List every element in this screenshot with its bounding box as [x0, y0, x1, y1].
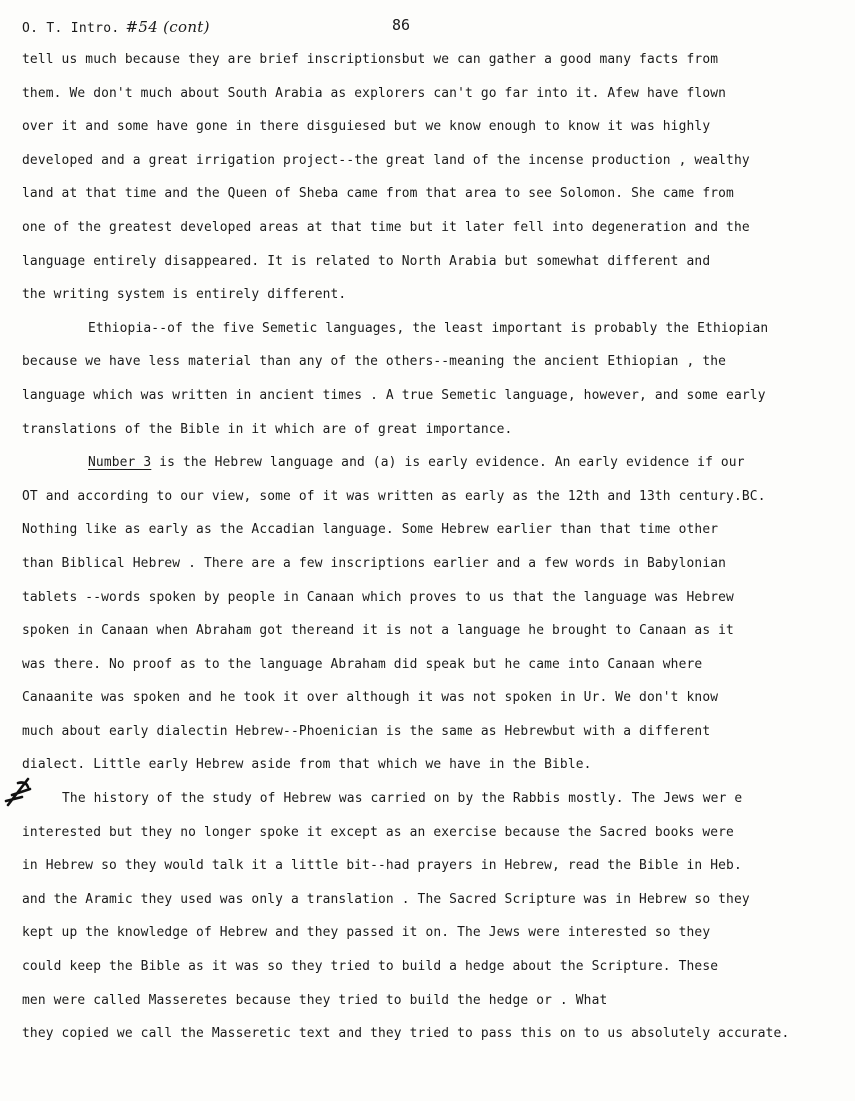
text-line: spoken in Canaan when Abraham got thereand it is not a language he brought to Canaan as it — [22, 623, 734, 639]
page-number: 86 — [392, 16, 411, 34]
text-line: OT and according to our view, some of it was written as early as the 12th and 13th century.BC. — [22, 488, 766, 504]
paragraph-start-number-3 — [22, 451, 834, 485]
text-line: because we have less material than any of the others--meaning the ancient Ethiopian , the — [22, 354, 727, 370]
paragraph-start-ethiopia: Ethiopia--of the five Semetic languages, the least important is probably the Ethiopian — [88, 320, 769, 336]
text-line: them. We don't much about South Arabia as explorers can't go far into it. Afew have flown — [22, 85, 727, 101]
text-line: than Biblical Hebrew . There are a few inscriptions earlier and a few words in Babylonian — [22, 555, 727, 571]
text-line: they copied we call the Masseretic text and they tried to pass this on to us absolutely accurate. — [22, 1026, 790, 1042]
text-line: could keep the Bible as it was so they tried to build a hedge about the Scripture. These — [22, 959, 719, 975]
text-line: language entirely disappeared. It is related to North Arabia but somewhat different and — [22, 253, 711, 269]
text-line: and the Aramic they used was only a translation . The Sacred Scripture was in Hebrew so they — [22, 891, 750, 907]
paragraph-start-history — [22, 787, 834, 821]
text-line: one of the greatest developed areas at that time but it later fell into degeneration and the — [22, 219, 750, 235]
course-label: O. T. Intro. — [22, 21, 120, 36]
text-line: interested but they no longer spoke it except as an exercise because the Sacred books were — [22, 824, 734, 840]
text-line: men were called Masseretes because they tried to build the hedge or . What — [22, 992, 608, 1008]
text-line-content: The history of the study of Hebrew was carried on by the Rabbis mostly. The Jews wer e — [62, 791, 743, 807]
text-line: kept up the knowledge of Hebrew and they passed it on. The Jews were interested so they — [22, 925, 711, 941]
text-line: Canaanite was spoken and he took it over although it was not spoken in Ur. We don't know — [22, 690, 719, 706]
underlined-heading: Number 3 — [88, 455, 152, 471]
text-line: in Hebrew so they would talk it a little bit--had prayers in Hebrew, read the Bible in Heb. — [22, 858, 742, 874]
text-line: dialect. Little early Hebrew aside from that which we have in the Bible. — [22, 757, 592, 773]
handwritten-paragraph-mark-icon — [0, 775, 34, 811]
text-line: was there. No proof as to the language Abraham did speak but he came into Canaan where — [22, 656, 703, 672]
text-line: much about early dialectin Hebrew--Phoenician is the same as Hebrewbut with a different — [22, 723, 711, 739]
text-line-rest: is the Hebrew language and (a) is early evidence. An early evidence if our — [159, 455, 745, 471]
text-line: Nothing like as early as the Accadian language. Some Hebrew earlier than that time other — [22, 522, 719, 538]
text-line: translations of the Bible in it which are of great importance. — [22, 421, 513, 437]
text-line: tell us much because they are brief inscriptionsbut we can gather a good many facts from — [22, 52, 719, 67]
text-line: land at that time and the Queen of Sheba came from that area to see Solomon. She came from — [22, 186, 734, 202]
handwritten-lecture-note: #54 (cont) — [125, 18, 210, 36]
header-title — [22, 18, 210, 36]
text-line: language which was written in ancient times . A true Semetic language, however, and some early — [22, 387, 766, 403]
text-line: the writing system is entirely different. — [22, 287, 347, 303]
page-header — [22, 14, 832, 40]
typed-body — [22, 48, 834, 1056]
text-line: over it and some have gone in there disguiesed but we know enough to know it was highly — [22, 119, 711, 135]
text-line: tablets --words spoken by people in Canaan which proves to us that the language was Hebrew — [22, 589, 734, 605]
text-line: developed and a great irrigation project--the great land of the incense production , wealthy — [22, 152, 750, 168]
